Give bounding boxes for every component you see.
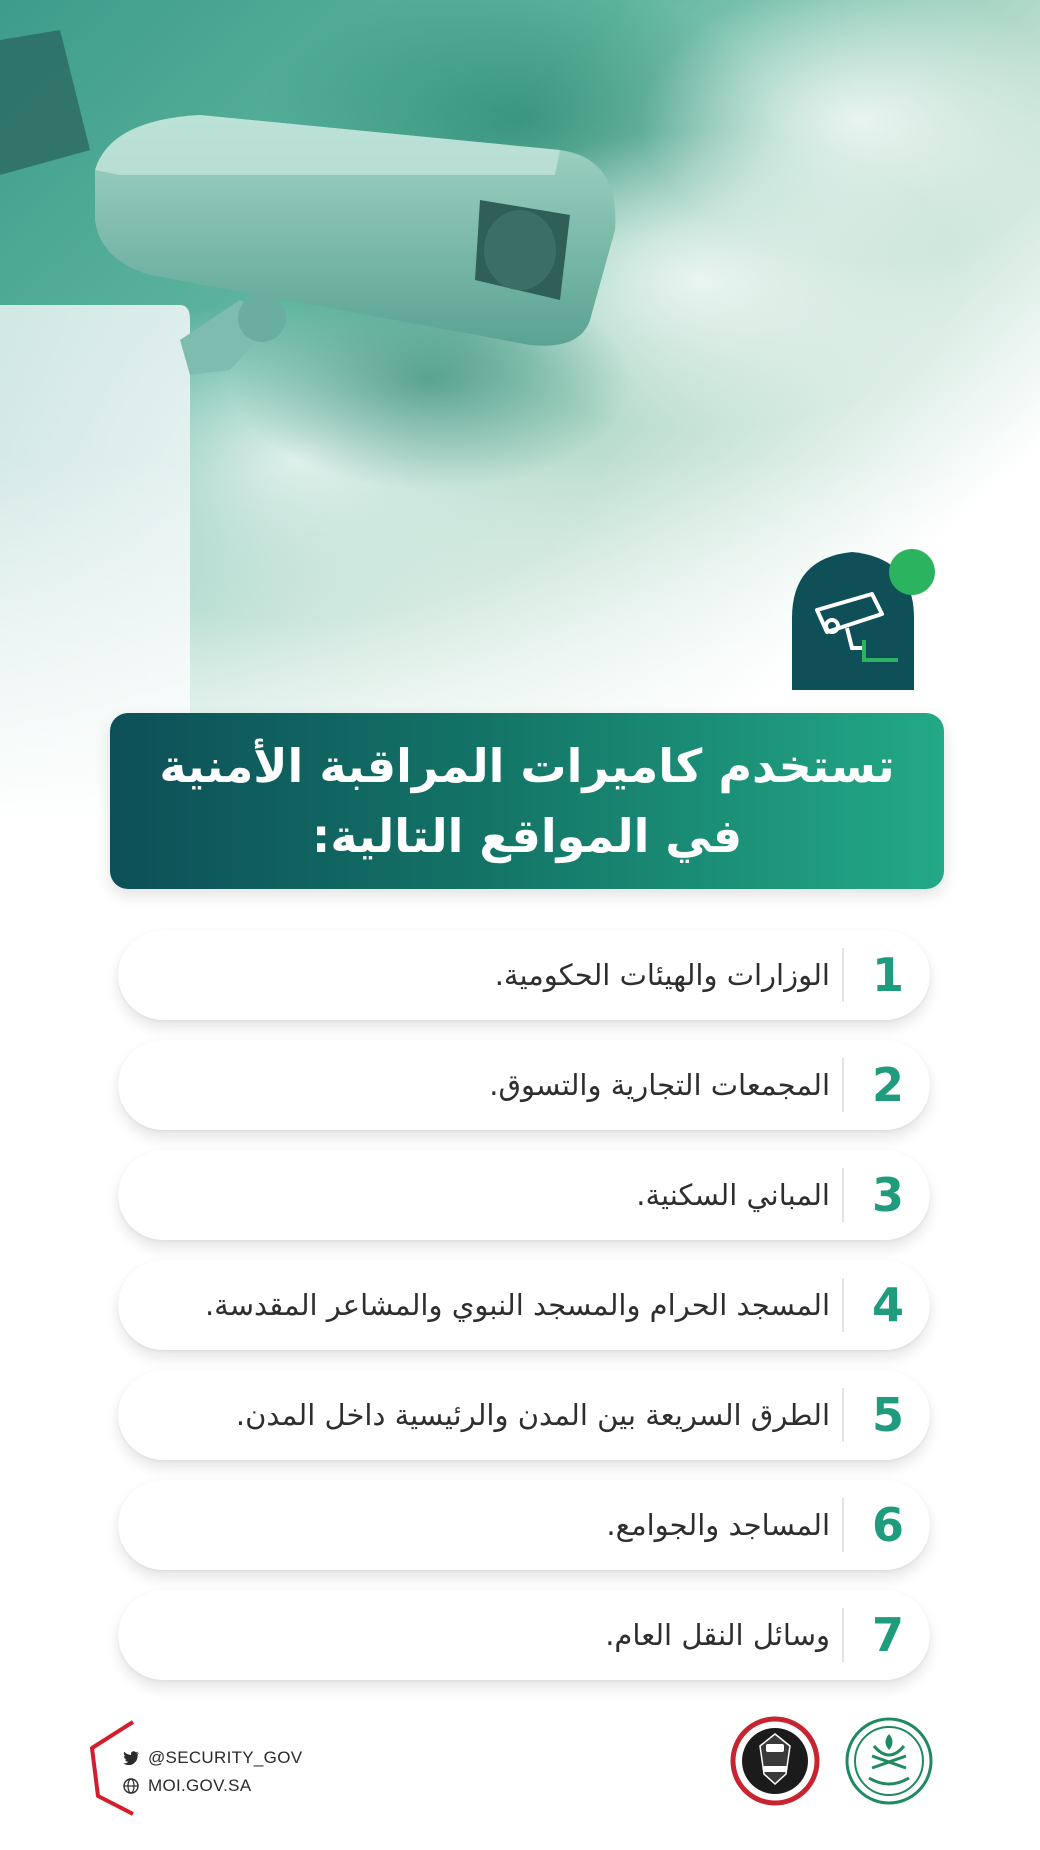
twitter-handle: @SECURITY_GOV	[148, 1748, 303, 1767]
item-divider	[842, 1608, 844, 1662]
item-divider	[842, 948, 844, 1002]
item-number: 6	[871, 1498, 904, 1552]
website-url: MOI.GOV.SA	[148, 1776, 252, 1795]
item-number: 2	[871, 1058, 904, 1112]
item-text: المسجد الحرام والمسجد النبوي والمشاعر المقدسة.	[204, 1288, 830, 1322]
item-divider	[842, 1058, 844, 1112]
item-number: 4	[871, 1278, 904, 1332]
social-links	[122, 1744, 302, 1800]
item-divider	[842, 1168, 844, 1222]
security-camera-icon	[792, 548, 940, 690]
item-text: وسائل النقل العام.	[605, 1618, 830, 1652]
list-item	[118, 1040, 930, 1130]
globe-icon	[122, 1777, 140, 1795]
item-number: 5	[871, 1388, 904, 1442]
twitter-icon	[122, 1749, 140, 1767]
item-text: المباني السكنية.	[636, 1178, 830, 1212]
title-banner	[110, 713, 944, 889]
list-item	[118, 1370, 930, 1460]
ministry-of-interior-logo	[844, 1716, 934, 1806]
title-line-1: تستخدم كاميرات المراقبة الأمنية	[159, 739, 895, 793]
list-item	[118, 930, 930, 1020]
item-text: الطرق السريعة بين المدن والرئيسية داخل المدن.	[235, 1398, 830, 1432]
item-divider	[842, 1498, 844, 1552]
footer-social	[88, 1718, 348, 1818]
list-item	[118, 1480, 930, 1570]
item-number: 7	[871, 1608, 904, 1662]
public-security-logo	[730, 1716, 820, 1806]
item-divider	[842, 1388, 844, 1442]
item-divider	[842, 1278, 844, 1332]
list-item	[118, 1590, 930, 1680]
locations-list	[118, 930, 930, 1700]
item-number: 1	[871, 948, 904, 1002]
camera-badge	[792, 548, 940, 690]
list-item	[118, 1260, 930, 1350]
twitter-link[interactable]	[122, 1744, 302, 1772]
list-item	[118, 1150, 930, 1240]
item-text: الوزارات والهيئات الحكومية.	[494, 958, 830, 992]
website-link[interactable]	[122, 1772, 302, 1800]
item-number: 3	[871, 1168, 904, 1222]
item-text: المجمعات التجارية والتسوق.	[489, 1068, 830, 1102]
item-text: المساجد والجوامع.	[606, 1508, 830, 1542]
title-line-2: في المواقع التالية:	[311, 809, 743, 863]
